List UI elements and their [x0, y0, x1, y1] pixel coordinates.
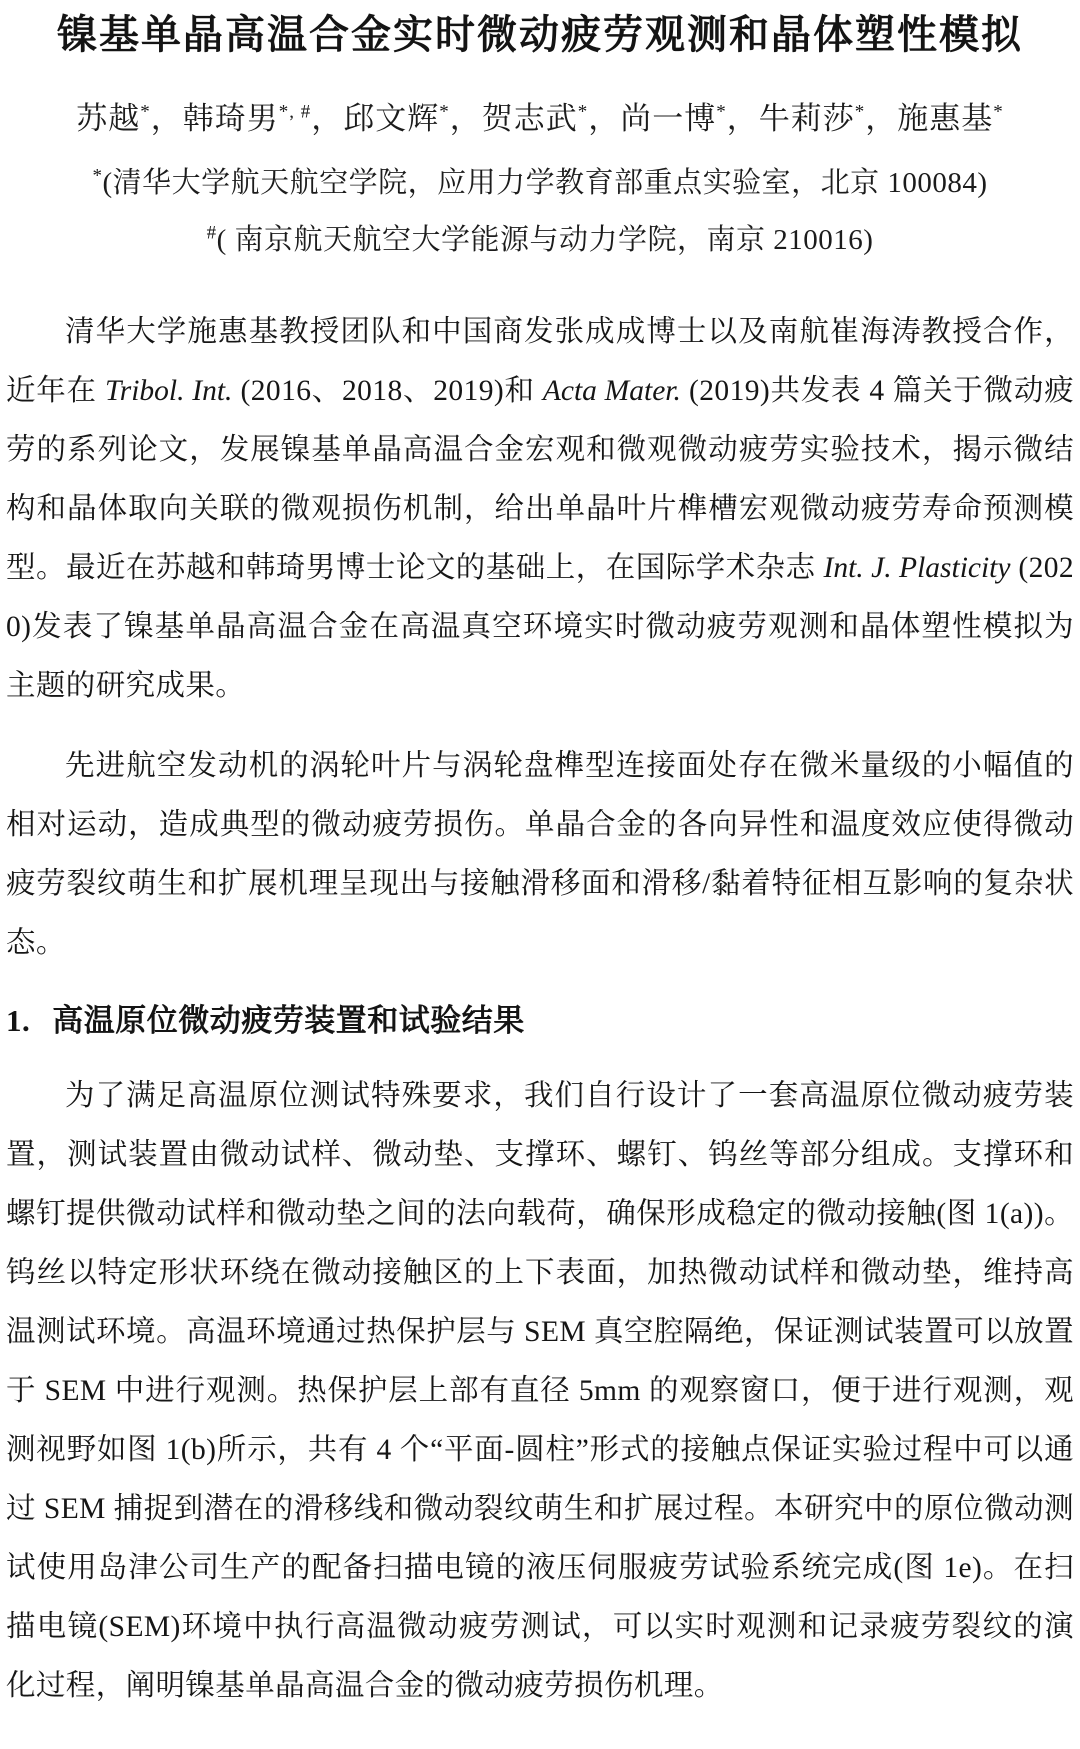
author-name: 尚一博* — [620, 101, 727, 136]
author-name: 苏越* — [76, 101, 151, 136]
section-heading-text: 高温原位微动疲劳装置和试验结果 — [52, 1003, 525, 1038]
journal-name-italic: Int. J. Plasticity — [823, 552, 1011, 584]
author-separator: ， — [150, 101, 183, 136]
author-name: 贺志武* — [481, 101, 589, 136]
author-affiliation-marker: * — [140, 101, 151, 123]
paragraph: 为了满足高温原位测试特殊要求，我们自行设计了一套高温原位微动疲劳装置，测试装置由微动试样、微动垫、支撑环、螺钉、钨丝等部分组成。支撑环和螺钉提供微动试样和微动垫之间的法向载荷，确保形成稳定的微动接触(图 1(a))。钨丝以特定形状环绕在微动接触区的上下表面，加热微动试样和微动垫，维持高温测试环境。高温环境通过热保护层与 SEM 真空腔隔绝，保证测试装置可以放置于 SEM 中进行观测。热保护层上部有直径 5mm 的观察窗口，便于进行观测，观测视野如图 1(b)所示，共有 4 个“平面-圆柱”形式的接触点保证实验过程中可以通过 SEM 捕捉到潜在的滑移线和微动裂纹萌生和扩展过程。本研究中的原位微动测试使用岛津公司生产的配备扫描电镜的液压伺服疲劳试验系统完成(图 1e)。在扫描电镜(SEM)环境中执行高温微动疲劳测试，可以实时观测和记录疲劳裂纹的演化过程，阐明镍基单晶高温合金的微动疲劳损伤机理。 — [6, 1080, 1074, 1702]
author-affiliation-marker: * — [854, 101, 866, 123]
author-separator: ， — [726, 101, 759, 136]
author-name: 韩琦男*, # — [182, 101, 312, 136]
affiliation-line: *(清华大学航天航空学院，应用力学教育部重点实验室，北京 100084) — [92, 165, 988, 199]
document-body — [6, 303, 1074, 1716]
paragraph: 先进航空发动机的涡轮叶片与涡轮盘榫型连接面处存在微米量级的小幅值的相对运动，造成典型的微动疲劳损伤。单晶合金的各向异性和温度效应使得微动疲劳裂纹萌生和扩展机理呈现出与接触滑移面和滑移/黏着特征相互影响的复杂状态。 — [6, 750, 1074, 959]
author-name: 邱文辉* — [343, 101, 450, 136]
author-name: 牛莉莎* — [758, 101, 866, 136]
author-affiliation-marker: * — [439, 101, 450, 123]
author-separator: ， — [311, 101, 344, 136]
author-affiliation-marker: * — [577, 101, 589, 123]
affiliation-marker: # — [206, 222, 217, 244]
affiliation-line: #( 南京航天航空大学能源与动力学院，南京 210016) — [206, 222, 874, 256]
author-affiliation-marker: * — [993, 101, 1004, 123]
page-title: 镍基单晶高温合金实时微动疲劳观测和晶体塑性模拟 — [57, 12, 1023, 57]
section-number: 1. — [6, 1003, 31, 1038]
affiliation-list — [6, 162, 1074, 261]
author-separator: ， — [449, 101, 482, 136]
section-heading — [6, 999, 1074, 1043]
journal-name-italic: Tribol. Int. — [104, 375, 233, 407]
author-separator: ， — [588, 101, 621, 136]
paragraph: 清华大学施惠基教授团队和中国商发张成成博士以及南航崔海涛教授合作，近年在 Tribol. Int. (2016、2018、2019)和 Acta Mater. (2019)共发表 4 篇关于微动疲劳的系列论文，发展镍基单晶高温合金宏观和微观微动疲劳实验技术，揭示微结构和晶体取向关联的微观损伤机制，给出单晶叶片榫槽宏观微动疲劳寿命预测模型。最近在苏越和韩琦男博士论文的基础上，在国际学术杂志 Int. J. Plasticity (2020)发表了镍基单晶高温合金在高温真空环境实时微动疲劳观测和晶体塑性模拟为主题的研究成果。 — [6, 316, 1075, 702]
affiliation-marker: * — [92, 165, 103, 187]
author-name: 施惠基* — [897, 101, 1004, 136]
author-affiliation-marker: * — [716, 101, 727, 123]
author-affiliation-marker: *, # — [278, 101, 312, 123]
journal-name-italic: Acta Mater. — [542, 375, 681, 407]
author-separator: ， — [865, 101, 898, 136]
author-line — [6, 96, 1074, 142]
